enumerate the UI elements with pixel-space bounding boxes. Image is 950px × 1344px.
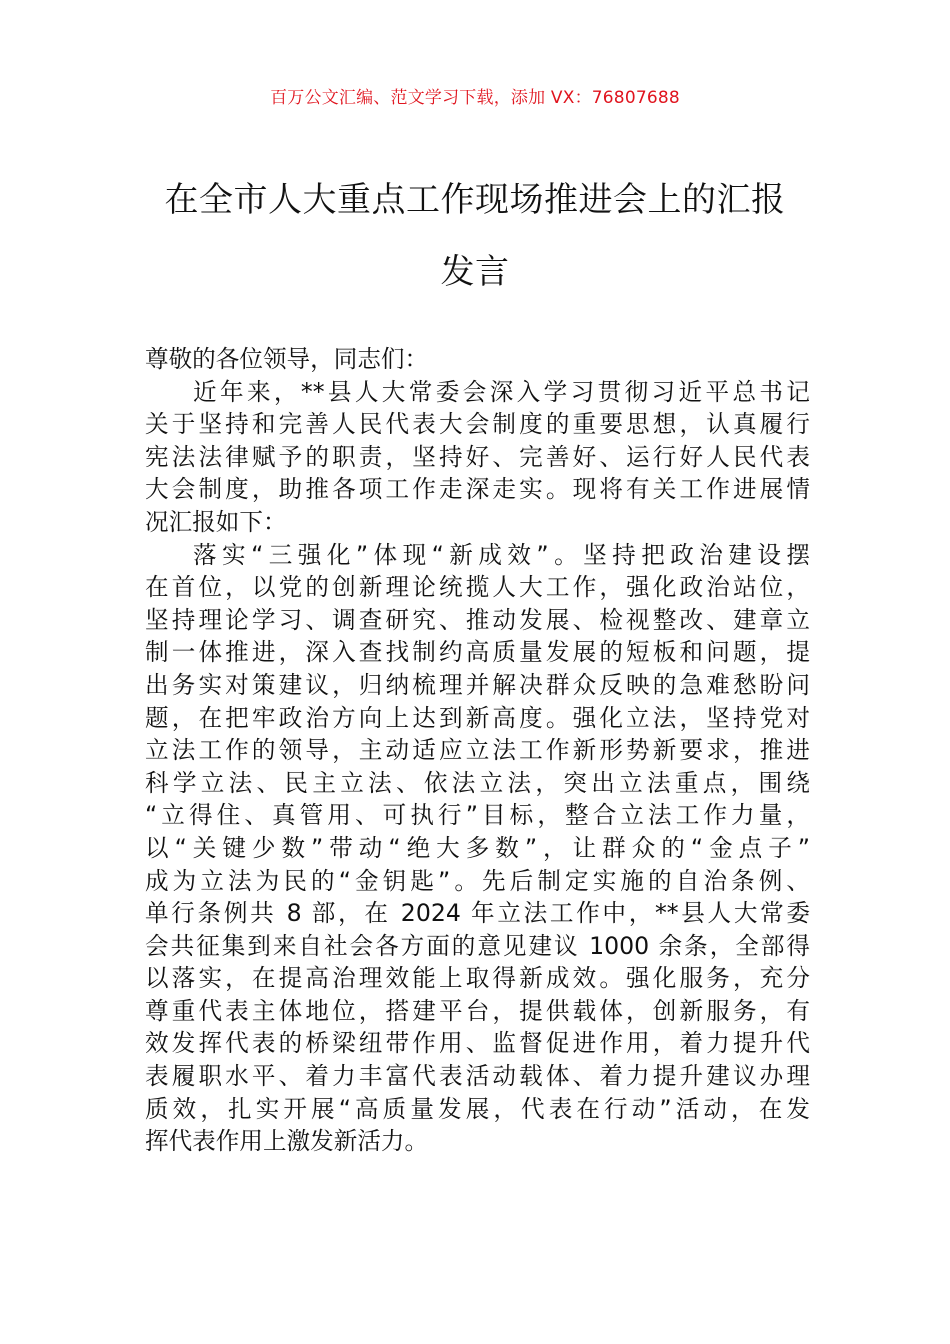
body-text-line: 大会制度，助推各项工作走深走实。现将有关工作进展情	[145, 475, 810, 504]
body-text-line: 在首位，以党的创新理论统揽人大工作，强化政治站位，	[145, 573, 810, 602]
body-text-line: 坚持理论学习、调查研究、推动发展、检视整改、建章立	[145, 605, 810, 634]
document-title-line-2: 发言	[440, 252, 510, 292]
body-text-line: 以“关键少数”带动“绝大多数”，让群众的“金点子”	[145, 833, 810, 862]
body-text-line: 近年来，**县人大常委会深入学习贯彻习近平总书记	[193, 377, 810, 406]
body-text-line: 关于坚持和完善人民代表大会制度的重要思想，认真履行	[145, 410, 810, 439]
paragraph-lines	[145, 376, 810, 1158]
body-text-line: 科学立法、民主立法、依法立法，突出立法重点，围绕	[145, 768, 810, 797]
body-text-line: “立得住、真管用、可执行”目标，整合立法工作力量，	[145, 801, 810, 830]
body-text-line: 出务实对策建议，归纳梳理并解决群众反映的急难愁盼问	[145, 670, 810, 699]
header-watermark-note: 百万公文汇编、范文学习下载，添加 VX：76807688	[270, 88, 680, 108]
document-body	[145, 343, 810, 1158]
body-text-line: 会共征集到来自社会各方面的意见建议 1000 余条，全部得	[145, 931, 810, 960]
body-text-line: 质效，扎实开展“高质量发展，代表在行动”活动，在发	[145, 1094, 810, 1123]
body-text-line: 宪法法律赋予的职责，坚持好、完善好、运行好人民代表	[145, 442, 810, 471]
body-text-line: 制一体推进，深入查找制约高质量发展的短板和问题，提	[145, 638, 810, 667]
body-text-line: 尊重代表主体地位，搭建平台，提供载体，创新服务，有	[145, 996, 810, 1025]
body-text-line: 表履职水平、着力丰富代表活动载体、着力提升建议办理	[145, 1062, 810, 1091]
document-title-line-1: 在全市人大重点工作现场推进会上的汇报	[164, 180, 786, 220]
body-text-line: 落实“三强化”体现“新成效”。坚持把政治建设摆	[193, 540, 810, 569]
body-text-line: 成为立法为民的“金钥匙”。先后制定实施的自治条例、	[145, 866, 810, 895]
body-text-line: 效发挥代表的桥梁纽带作用、监督促进作用，着力提升代	[145, 1029, 810, 1058]
body-text-line: 立法工作的领导，主动适应立法工作新形势新要求，推进	[145, 736, 810, 765]
salutation: 尊敬的各位领导，同志们：	[145, 345, 429, 373]
body-text-line: 以落实，在提高治理效能上取得新成效。强化服务，充分	[145, 964, 810, 993]
body-text-line: 况汇报如下：	[145, 507, 287, 536]
body-text-line: 挥代表作用上激发新活力。	[145, 1127, 429, 1156]
body-text-line: 单行条例共 8 部，在 2024 年立法工作中，**县人大常委	[145, 899, 810, 928]
body-text-line: 题，在把牢政治方向上达到新高度。强化立法，坚持党对	[145, 703, 810, 732]
